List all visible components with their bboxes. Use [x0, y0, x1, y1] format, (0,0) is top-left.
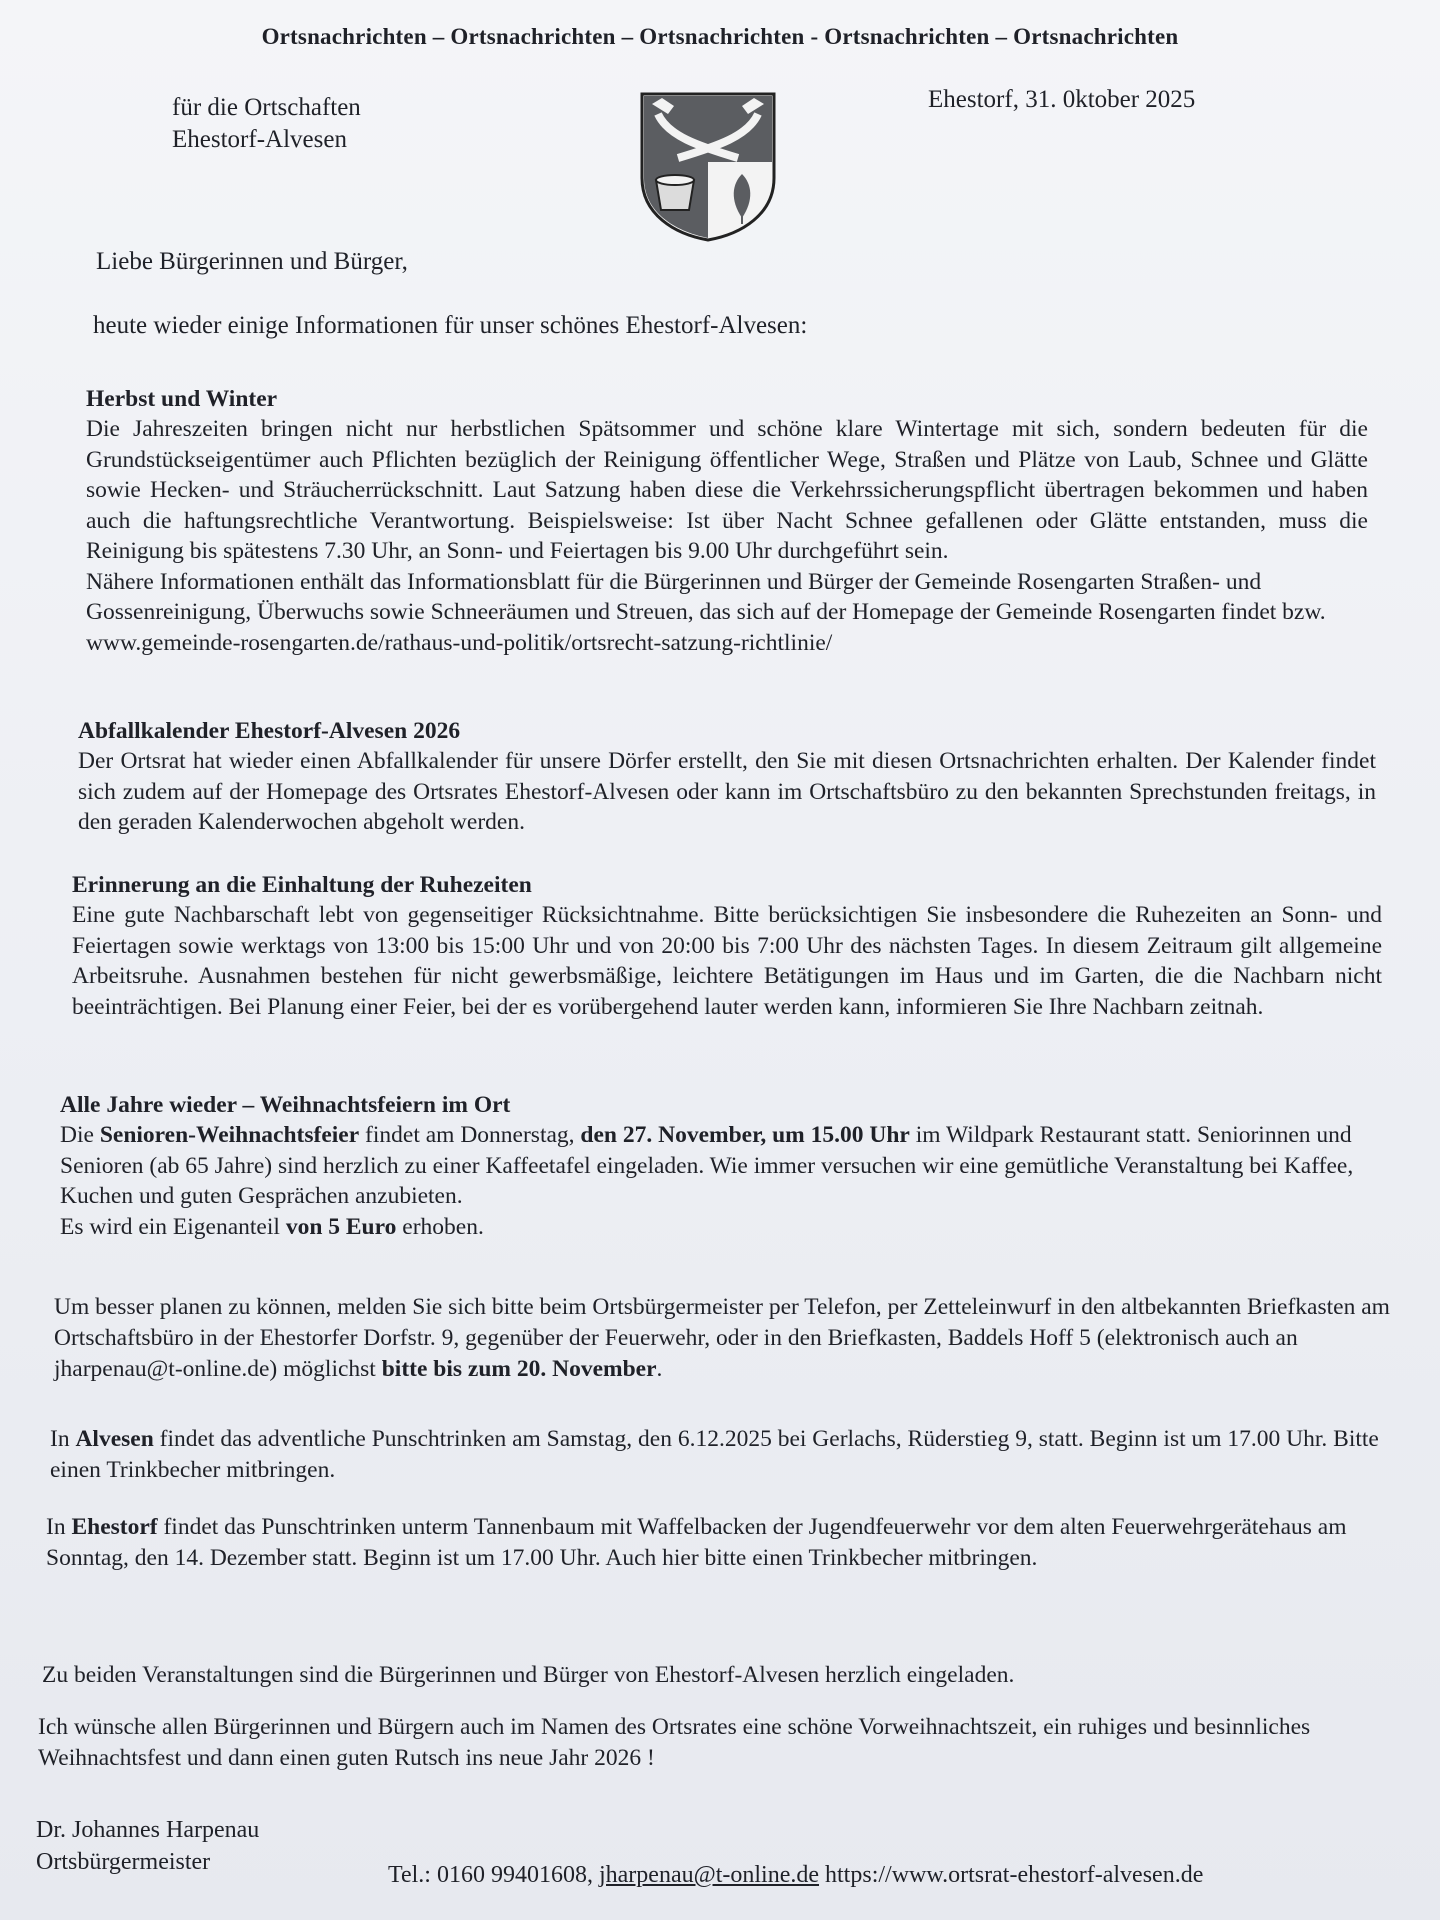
section-waste-calendar [78, 716, 1376, 838]
intro-text: heute wieder einige Informationen für unser schönes Ehestorf-Alvesen: [93, 312, 808, 339]
section-quiet-hours [72, 870, 1382, 1022]
place-and-date: Ehestorf, 31. 0ktober 2025 [928, 86, 1196, 113]
recipient-line-1: für die Ortschaften [172, 94, 361, 121]
section-paragraph: Eine gute Nachbarschaft lebt von gegenseitiger Rücksichtnahme. Bitte berücksichtigen Sie insbesondere die Ruhezeiten an Sonn- und Feiertagen sowie werktags von 13:00 bis 15:00 Uhr und von 20:00 bis 7:00 Uhr des nächsten Tages. In diesem Zeitraum gilt allgemeine Arbeitsruhe. Ausnahmen bestehen für nicht gewerbsmäßige, leichtere Betätigungen im Haus und im Garten, die die Nachbarn nicht beeinträchtigen. Bei Planung einer Feier, bei der es vorübergehend lauter werden kann, informieren Sie Ihre Nachbarn zeitnah. [72, 902, 1382, 1020]
website-link[interactable]: https://www.ortsrat-ehestorf-alvesen.de [825, 1862, 1204, 1888]
signature-block [36, 1814, 259, 1878]
text-run: findet das adventliche Punschtrinken am Samstag, den 6.12.2025 bei Gerlachs, Rüderstieg 9, statt. Beginn ist um 17.00 Uhr. Bitte einen Trinkbecher mitbringen. [50, 1426, 1379, 1483]
section-heading: Abfallkalender Ehestorf-Alvesen 2026 [78, 718, 461, 744]
bold-run: von 5 Euro [285, 1213, 397, 1240]
signer-role: Ortsbürgermeister [36, 1849, 211, 1875]
text-run: Um besser planen zu können, melden Sie sich bitte beim Ortsbürgermeister per Telefon, per Zetteleinwurf in den altbekannten Briefkasten am Ortschaftsbüro in der Ehestorfer Dorfstr. 9, gegenüber der Feuerwehr, oder in den Briefkasten, Baddels Hoff 5 (elektronisch auch an jharpenau@t-online.de) möglichst [54, 1294, 1390, 1382]
bold-run: bitte bis zum 20. November [381, 1356, 657, 1382]
section-paragraph [60, 1212, 1382, 1243]
section-paragraph: Die Jahreszeiten bringen nicht nur herbstlichen Spätsommer und schöne klare Wintertage mit sich, sondern bedeuten für die Grundstückseigentümer auch Pflichten bezüglich der Reinigung öffentlicher Wege, Straßen und Plätze von Laub, Schnee und Glätte sowie Hecken- und Sträucherrückschnitt. Laut Satzung haben diese die Verkehrssicherungspflicht übertragen bekommen und haben auch die haftungsrechtliche Verantwortung. Beispielsweise: Ist über Nacht Schnee gefallenen oder Glätte entstanden, muss die Reinigung bis spätestens 7.30 Uhr, an Sonn- und Feiertagen bis 9.00 Uhr durchgeführt sein. [86, 416, 1368, 564]
bold-run: Ehestorf [71, 1514, 158, 1540]
text-run: In [50, 1426, 76, 1452]
bold-run: Senioren-Weihnachtsfeier [99, 1122, 360, 1148]
section-christmas-events [60, 1090, 1382, 1242]
text-run: Es wird ein Eigenanteil [60, 1213, 286, 1240]
signer-name: Dr. Johannes Harpenau [36, 1817, 260, 1843]
text-run: findet das Punschtrinken unterm Tannenbaum mit Waffelbacken der Jugendfeuerwehr vor dem alten Feuerwehrgerätehaus am Sonntag, den 14. Dezember statt. Beginn ist um 17.00 Uhr. Auch hier bitte einen Trinkbecher mitbringen. [46, 1514, 1347, 1571]
section-heading: Herbst und Winter [86, 386, 278, 412]
text-run: erhoben. [396, 1213, 484, 1240]
section-paragraph: Nähere Informationen enthält das Informationsblatt für die Bürgerinnen und Bürger der Gemeinde Rosengarten Straßen- und Gossenreinigung, Überwuchs sowie Schneeräumen und Streuen, das sich auf der Homepage der Gemeinde Rosengarten findet bzw. www.gemeinde-rosengarten.de/rathaus-und-politik/ortsrecht-satzung-richtlinie/ [86, 568, 1326, 656]
registration-paragraph [54, 1292, 1394, 1385]
alvesen-paragraph [50, 1424, 1395, 1486]
salutation: Liebe Bürgerinnen und Bürger, [96, 248, 408, 275]
ehestorf-paragraph [46, 1512, 1396, 1574]
recipient-line-2: Ehestorf-Alvesen [172, 126, 347, 153]
section-paragraph [60, 1120, 1382, 1212]
text-run: findet am Donnerstag, [359, 1122, 581, 1148]
invitation-paragraph: Zu beiden Veranstaltungen sind die Bürgerinnen und Bürger von Ehestorf-Alvesen herzlich eingeladen. [42, 1662, 1015, 1688]
text-run: Die [60, 1122, 100, 1148]
bold-run: Alvesen [75, 1426, 154, 1452]
bold-run: den 27. November, um 15.00 Uhr [580, 1122, 910, 1148]
text-run: In [46, 1514, 72, 1540]
header-title: Ortsnachrichten – Ortsnachrichten – Ortsnachrichten - Ortsnachrichten – Ortsnachrichten [261, 24, 1179, 49]
recipient-block [172, 92, 361, 156]
section-paragraph: Der Ortsrat hat wieder einen Abfallkalender für unsere Dörfer erstellt, den Sie mit diesen Ortsnachrichten erhalten. Der Kalender findet sich zudem auf der Homepage des Ortsrates Ehestorf-Alvesen oder kann im Ortschaftsbüro zu den bekannten Sprechstunden freitags, in den geraden Kalenderwochen abgeholt werden. [78, 748, 1376, 835]
text-run: im Wildpark Restaurant statt. Seniorinnen und Senioren (ab 65 Jahre) sind herzlich zu einer Kaffeetafel eingeladen. Wie immer versuchen wir eine gemütliche Veranstaltung bei Kaffee, Kuchen und guten Gesprächen anzubieten. [60, 1122, 1354, 1209]
text-run: . [656, 1356, 663, 1382]
email-link[interactable]: jharpenau@t-online.de [598, 1862, 820, 1888]
section-heading: Erinnerung an die Einhaltung der Ruhezeiten [72, 872, 532, 898]
contact-line [388, 1862, 1203, 1889]
section-autumn-winter [86, 384, 1368, 658]
coat-of-arms-icon [638, 92, 778, 242]
wishes-paragraph: Ich wünsche allen Bürgerinnen und Bürgern auch im Namen des Ortsrates eine schöne Vorweihnachtszeit, ein ruhiges und besinnliches Weihnachtsfest und dann einen guten Rutsch ins neue Jahr 2026 ! [38, 1714, 1311, 1771]
phone-number: Tel.: 0160 99401608, [388, 1862, 593, 1888]
section-heading: Alle Jahre wieder – Weihnachtsfeiern im Ort [60, 1092, 511, 1118]
